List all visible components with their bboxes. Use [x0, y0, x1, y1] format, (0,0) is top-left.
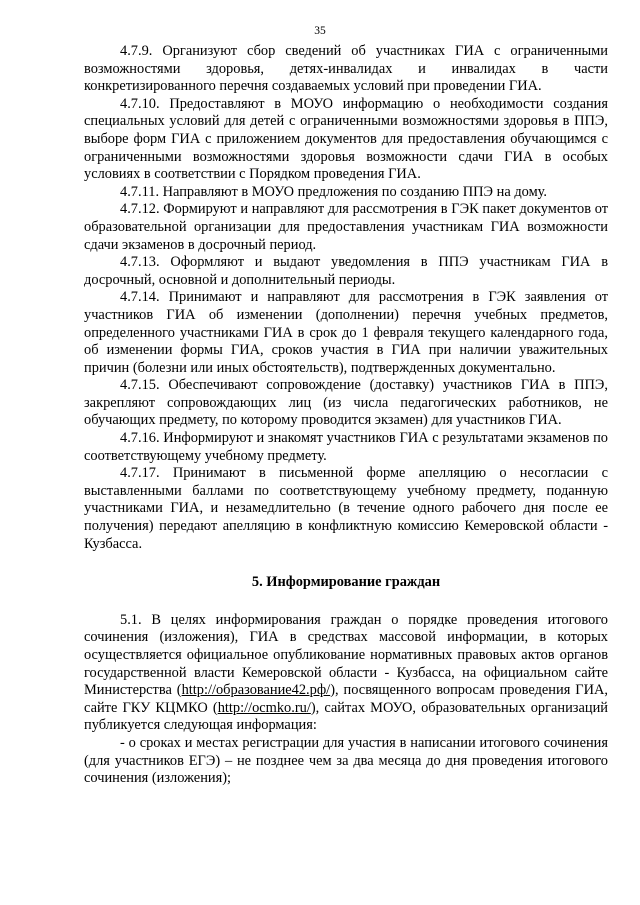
- list-item-registration-dates: - о сроках и местах регистрации для участия в написании итогового сочинения (для участников ЕГЭ) – не позднее чем за два месяца до дня проведения итогового сочинения (изложения);: [84, 734, 608, 787]
- kcmko-site-link[interactable]: http://ocmko.ru/: [217, 699, 311, 716]
- paragraph-4-7-14: 4.7.14. Принимают и направляют для рассмотрения в ГЭК заявления от участников ГИА об изменении (дополнении) перечня учебных предметов, определенного участниками ГИА в срок до 1 февраля текущего календарного года, об изменении формы ГИА, сроков участия в ГИА при наличии уважительных причин (болезни или иных обстоятельств), подтвержденных документально.: [84, 289, 608, 376]
- section-heading: 5. Информирование граждан: [251, 574, 441, 591]
- paragraph-5-1-text-b: ), посвященного вопросам проведения ГИА, сайте ГКУ КЦМКО (: [84, 682, 608, 716]
- paragraph-4-7-11: 4.7.11. Направляют в МОУО предложения по созданию ППЭ на дому.: [120, 183, 548, 200]
- paragraph-5-1-text-a: 5.1. В целях информирования граждан о порядке проведения итогового сочинения (изложения), ГИА в средствах массовой информации, в которых осуществляется официальное опубликование нормативных правовых актов органов государственной власти Кемеровской области - Кузбасса, на официальном сайте Министерства (: [84, 611, 608, 699]
- paragraph-4-7-10: 4.7.10. Предоставляют в МОУО информацию о необходимости создания специальных условий для детей с ограниченными возможностями здоровья в ППЭ, выборе форм ГИА с приложением документов для предоставления обучающимся с ограниченными возможностями здоровья возможности сдачи ГИА в особых условиях в соответствии с Порядком проведения ГИА.: [84, 95, 608, 183]
- paragraph-5-1: [84, 612, 608, 735]
- page-number: 35: [314, 25, 326, 37]
- paragraph-4-7-9: 4.7.9. Организуют сбор сведений об участниках ГИА с ограниченными возможностями здоровья, детях-инвалидах и инвалидах в части конкретизированного перечня создаваемых условий при проведении ГИА.: [84, 43, 608, 95]
- document-body: [84, 43, 608, 788]
- ministry-site-link[interactable]: http://образование42.рф/: [181, 682, 331, 699]
- paragraph-4-7-16: 4.7.16. Информируют и знакомят участников ГИА с результатами экзаменов по соответствующему учебному предмету.: [84, 430, 608, 464]
- paragraph-4-7-13: 4.7.13. Оформляют и выдают уведомления в ППЭ участникам ГИА в досрочный, основной и дополнительный периоды.: [84, 254, 608, 288]
- paragraph-4-7-12: 4.7.12. Формируют и направляют для рассмотрения в ГЭК пакет документов от образовательной организации для предоставления участникам ГИА возможности сдачи экзаменов в досрочный период.: [84, 201, 608, 253]
- paragraph-4-7-15: 4.7.15. Обеспечивают сопровождение (доставку) участников ГИА в ППЭ, закрепляют сопровождающих лиц (из числа педагогических работников, не обучающих предмету, по которому проводится экзамен) для участников ГИА.: [84, 377, 608, 429]
- paragraph-5-1-text-c: ), сайтах МОУО, образовательных организаций публикуется следующая информация:: [84, 699, 608, 734]
- paragraph-4-7-17: 4.7.17. Принимают в письменной форме апелляцию о несогласии с выставленными баллами по соответствующему учебному предмету, поданную участниками ГИА, и незамедлительно (в течение одного рабочего дня после ее получения) передают апелляцию в конфликтную комиссию Кемеровской области - Кузбасса.: [84, 465, 608, 552]
